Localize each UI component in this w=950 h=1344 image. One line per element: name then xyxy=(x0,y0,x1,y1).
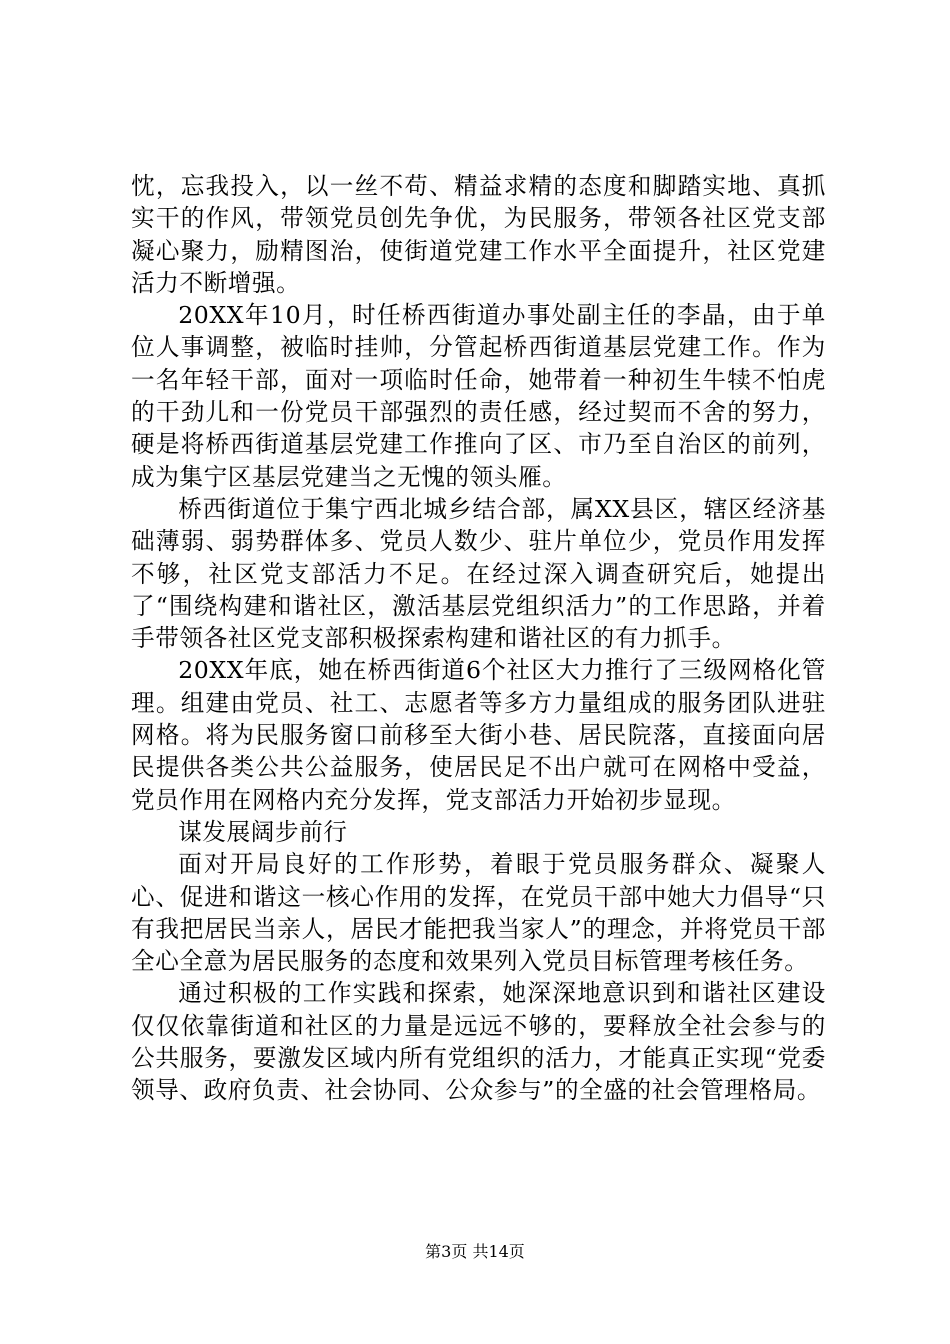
paragraph: 桥西街道位于集宁西北城乡结合部，属XX县区，辖区经济基础薄弱、弱势群体多、党员人数少、驻片单位少，党员作用发挥不够，社区党支部活力不足。在经过深入调查研究后，她提出了“围绕构建和谐社区，激活基层党组织活力”的工作思路，并着手带领各社区党支部积极探索构建和谐社区的有力抓手。 xyxy=(131,494,826,653)
paragraph: 20XX年底，她在桥西街道6个社区大力推行了三级网格化管理。组建由党员、社工、志愿者等多方力量组成的服务团队进驻网格。将为民服务窗口前移至大街小巷、居民院落，直接面向居民提供各类公共公益服务，使居民足不出户就可在网格中受益，党员作用在网格内充分发挥，党支部活力开始初步显现。 xyxy=(131,656,826,814)
paragraph: 20XX年10月，时任桥西街道办事处副主任的李晶，由于单位人事调整，被临时挂帅，分管起桥西街道基层党建工作。作为一名年轻干部，面对一项临时任命，她带着一种初生牛犊不怕虎的干劲儿和一份党员干部强烈的责任感，经过契而不舍的努力，硬是将桥西街道基层党建工作推向了区、市乃至自治区的前列，成为集宁区基层党建当之无愧的领头雁。 xyxy=(131,301,826,491)
page-number: 第3页 共14页 xyxy=(425,1242,525,1261)
paragraph: 面对开局良好的工作形势，着眼于党员服务群众、凝聚人心、促进和谐这一核心作用的发挥，在党员干部中她大力倡导“只有我把居民当亲人，居民才能把我当家人”的理念，并将党员干部全心全意为居民服务的态度和效果列入党员目标管理考核任务。 xyxy=(131,850,826,976)
document-body xyxy=(131,170,826,1107)
section-heading: 谋发展阔步前行 xyxy=(178,817,348,846)
paragraph: 通过积极的工作实践和探索，她深深地意识到和谐社区建设仅仅依靠街道和社区的力量是远远不够的，要释放全社会参与的公共服务，要激发区域内所有党组织的活力，才能真正实现“党委领导、政府负责、社会协同、公众参与”的全盛的社会管理格局。 xyxy=(131,979,826,1105)
page-footer xyxy=(0,1242,950,1262)
paragraph-continuation: 忱，忘我投入，以一丝不苟、精益求精的态度和脚踏实地、真抓实干的作风，带领党员创先争优，为民服务，带领各社区党支部凝心聚力，励精图治，使街道党建工作水平全面提升，社区党建活力不断增强。 xyxy=(131,172,826,297)
